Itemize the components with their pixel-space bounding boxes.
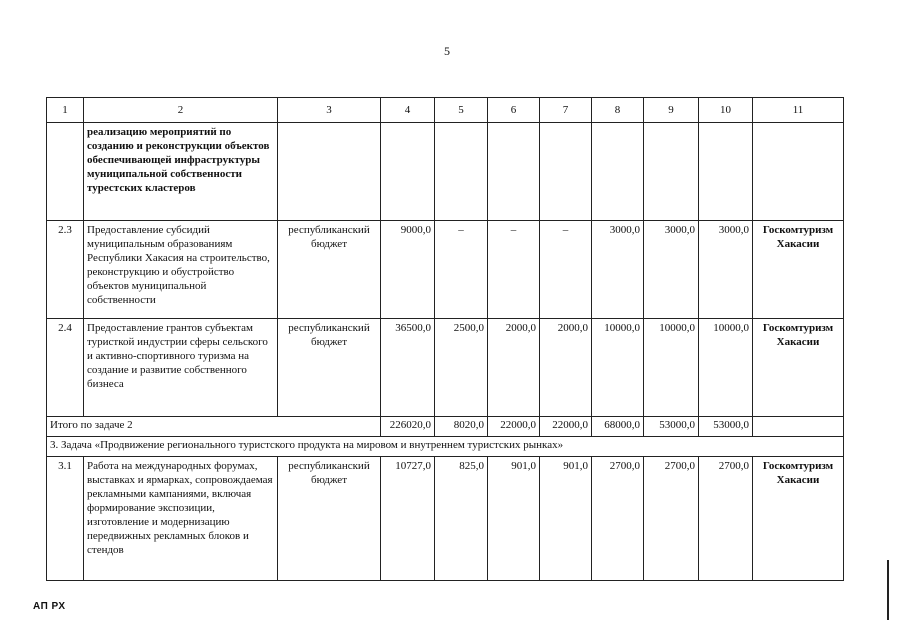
value-cell: 901,0: [540, 457, 592, 581]
row-number: 2.4: [47, 319, 84, 417]
table-row-task-3: [47, 437, 844, 457]
measure-description: реализацию мероприятий по созданию и реконструкции объектов обеспечивающей инфраструктуры муниципальной собственности турестских кластеров: [84, 123, 278, 221]
value-cell: 3000,0: [592, 221, 644, 319]
page-number: 5: [444, 44, 450, 58]
value-cell: 10000,0: [699, 319, 753, 417]
total-value: 68000,0: [592, 417, 644, 437]
cell-empty: [699, 123, 753, 221]
task-heading: 3. Задача «Продвижение регионального туристского продукта на мировом и внутреннем туристских рынках»: [47, 437, 844, 457]
table-row-3-1: [47, 457, 844, 581]
archive-stamp: АП РХ: [33, 601, 66, 612]
column-header: 11: [753, 98, 844, 123]
value-cell: 3000,0: [644, 221, 699, 319]
funding-source: республиканский бюджет: [278, 221, 381, 319]
value-cell: 9000,0: [381, 221, 435, 319]
cell-empty: [540, 123, 592, 221]
cell-empty: [47, 123, 84, 221]
value-cell: 2000,0: [540, 319, 592, 417]
total-value: 22000,0: [540, 417, 592, 437]
executor: Госкомтуризм Хакасии: [753, 319, 844, 417]
column-header: 2: [84, 98, 278, 123]
column-header: 8: [592, 98, 644, 123]
cell-empty: [381, 123, 435, 221]
cell-empty: [435, 123, 488, 221]
funding-source: республиканский бюджет: [278, 319, 381, 417]
total-value: 53000,0: [644, 417, 699, 437]
value-cell: 2500,0: [435, 319, 488, 417]
cell-empty: [644, 123, 699, 221]
column-header: 5: [435, 98, 488, 123]
column-header: 3: [278, 98, 381, 123]
value-cell: 2000,0: [488, 319, 540, 417]
value-cell: 36500,0: [381, 319, 435, 417]
value-cell: 2700,0: [699, 457, 753, 581]
value-cell: 3000,0: [699, 221, 753, 319]
total-value: 22000,0: [488, 417, 540, 437]
table-row-total: [47, 417, 844, 437]
value-cell: 10000,0: [644, 319, 699, 417]
value-cell: 2700,0: [644, 457, 699, 581]
measure-description: Предоставление субсидий муниципальным образованиям Республики Хакасия на строительство, реконструкцию и обустройство объектов муниципальной собственности: [84, 221, 278, 319]
executor: Госкомтуризм Хакасии: [753, 457, 844, 581]
cell-empty: [278, 123, 381, 221]
funding-source: республиканский бюджет: [278, 457, 381, 581]
measure-description: Работа на международных форумах, выставках и ярмарках, сопровождаемая рекламными кампаниями, включая формирование экспозиции, изготовление и модернизацию передвижных рекламных блоков и стендов: [84, 457, 278, 581]
table-row-continuation: [47, 123, 844, 221]
column-header: 6: [488, 98, 540, 123]
column-header: 9: [644, 98, 699, 123]
value-cell: 2700,0: [592, 457, 644, 581]
header-row: [47, 98, 844, 123]
value-cell: –: [540, 221, 592, 319]
column-header: 4: [381, 98, 435, 123]
value-cell: 901,0: [488, 457, 540, 581]
value-cell: 10000,0: [592, 319, 644, 417]
column-header: 1: [47, 98, 84, 123]
value-cell: –: [435, 221, 488, 319]
total-value: 53000,0: [699, 417, 753, 437]
total-value: 226020,0: [381, 417, 435, 437]
cell-empty: [753, 417, 844, 437]
column-header: 10: [699, 98, 753, 123]
program-table: [46, 97, 844, 581]
cell-empty: [592, 123, 644, 221]
row-number: 3.1: [47, 457, 84, 581]
table-row-2-4: [47, 319, 844, 417]
total-value: 8020,0: [435, 417, 488, 437]
value-cell: –: [488, 221, 540, 319]
row-number: 2.3: [47, 221, 84, 319]
table-row-2-3: [47, 221, 844, 319]
scan-edge-mark: [887, 560, 889, 620]
total-label: Итого по задаче 2: [47, 417, 381, 437]
measure-description: Предоставление грантов субъектам туристкой индустрии сферы сельского и активно-спортивного туризма на создание и развитие собственного бизнеса: [84, 319, 278, 417]
value-cell: 825,0: [435, 457, 488, 581]
cell-empty: [753, 123, 844, 221]
executor: Госкомтуризм Хакасии: [753, 221, 844, 319]
cell-empty: [488, 123, 540, 221]
value-cell: 10727,0: [381, 457, 435, 581]
column-header: 7: [540, 98, 592, 123]
